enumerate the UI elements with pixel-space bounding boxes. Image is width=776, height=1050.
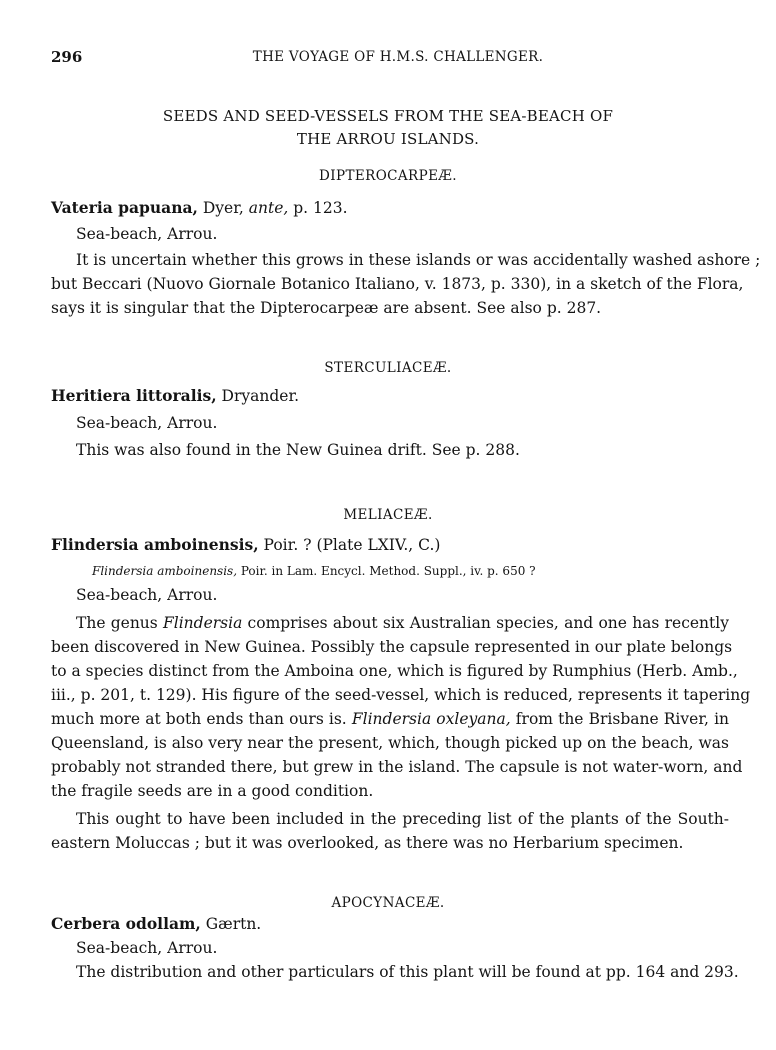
locality: Sea-beach, Arrou.: [76, 939, 218, 957]
paragraph-line: but Beccari (Nuovo Giornale Botanico Italiano, v. 1873, p. 330), in a sketch of the Flora,: [51, 275, 744, 293]
species-name: Cerbera odollam,: [51, 914, 201, 933]
species-name: Heritiera littoralis,: [51, 386, 217, 405]
family-heading-apocynaceae: APOCYNACEÆ.: [331, 895, 445, 911]
paragraph-line: [51, 709, 729, 729]
paragraph-line: eastern Moluccas ; but it was overlooked, as there was no Herbarium specimen.: [51, 834, 684, 852]
paragraph-line: been discovered in New Guinea. Possibly the capsule represented in our plate belongs: [51, 638, 733, 656]
running-title: THE VOYAGE OF H.M.S. CHALLENGER.: [252, 49, 544, 65]
locality: Sea-beach, Arrou.: [76, 414, 218, 432]
species-name: Flindersia amboinensis,: [51, 535, 259, 554]
note: This was also found in the New Guinea drift. See p. 288.: [76, 441, 520, 459]
species-entry-heritiera: [51, 386, 299, 406]
paragraph-line: It is uncertain whether this grows in these islands or was accidentally washed ashore ;: [76, 251, 761, 269]
text-run: from the Brisbane River, in: [510, 710, 730, 728]
species-authority: Dryander.: [216, 387, 300, 405]
ref-citation: Poir. in Lam. Encycl. Method. Suppl., iv. p. 650 ?: [237, 564, 536, 578]
text-run: The genus: [76, 614, 163, 632]
locality: Sea-beach, Arrou.: [76, 225, 218, 243]
article-title-line-2: THE ARROU ISLANDS.: [296, 130, 480, 148]
paragraph-line: This ought to have been included in the preceding list of the plants of the South-: [76, 810, 729, 828]
paragraph-line: Queensland, is also very near the present, which, though picked up on the beach, was: [51, 734, 729, 752]
species-entry-vateria: [51, 198, 348, 218]
note: The distribution and other particulars of this plant will be found at pp. 164 and 293.: [76, 963, 739, 981]
family-heading-sterculiaceae: STERCULIACEÆ.: [324, 360, 452, 376]
paragraph-line: iii., p. 201, t. 129). His figure of the seed-vessel, which is reduced, represents it tapering: [51, 686, 751, 704]
article-title-line-1: SEEDS AND SEED-VESSELS FROM THE SEA-BEACH OF: [162, 107, 614, 125]
family-heading-meliaceae: MELIACEÆ.: [343, 507, 433, 523]
text-run: much more at both ends than ours is.: [51, 710, 352, 728]
page-reference: p. 123.: [288, 199, 348, 217]
ref-species: Flindersia amboinensis,: [92, 564, 238, 578]
species-authority: Dyer,: [197, 199, 249, 217]
species-entry-flindersia: [51, 535, 440, 555]
locality: Sea-beach, Arrou.: [76, 586, 218, 604]
paragraph-line: the fragile seeds are in a good condition.: [51, 782, 374, 800]
literature-reference: [92, 561, 536, 581]
paragraph-line: to a species distinct from the Amboina one, which is figured by Rumphius (Herb. Amb.,: [51, 662, 738, 680]
page-number: 296: [51, 48, 83, 66]
paragraph-line: says it is singular that the Dipterocarpeæ are absent. See also p. 287.: [51, 299, 602, 317]
ante-citation: ante,: [248, 199, 289, 217]
paragraph-line: probably not stranded there, but grew in the island. The capsule is not water-worn, and: [51, 758, 743, 776]
species-authority: Gærtn.: [200, 915, 262, 933]
species-entry-cerbera: [51, 914, 261, 934]
species-authority: Poir. ? (Plate LXIV., C.): [258, 536, 441, 554]
species-name: Vateria papuana,: [51, 198, 198, 217]
genus-name: Flindersia: [163, 614, 243, 632]
paragraph-line: [76, 613, 729, 633]
species-name-italic: Flindersia oxleyana,: [351, 710, 511, 728]
text-run: comprises about six Australian species, and one has recently: [242, 614, 729, 632]
family-heading-dipterocarpeae: DIPTEROCARPEÆ.: [319, 168, 457, 184]
